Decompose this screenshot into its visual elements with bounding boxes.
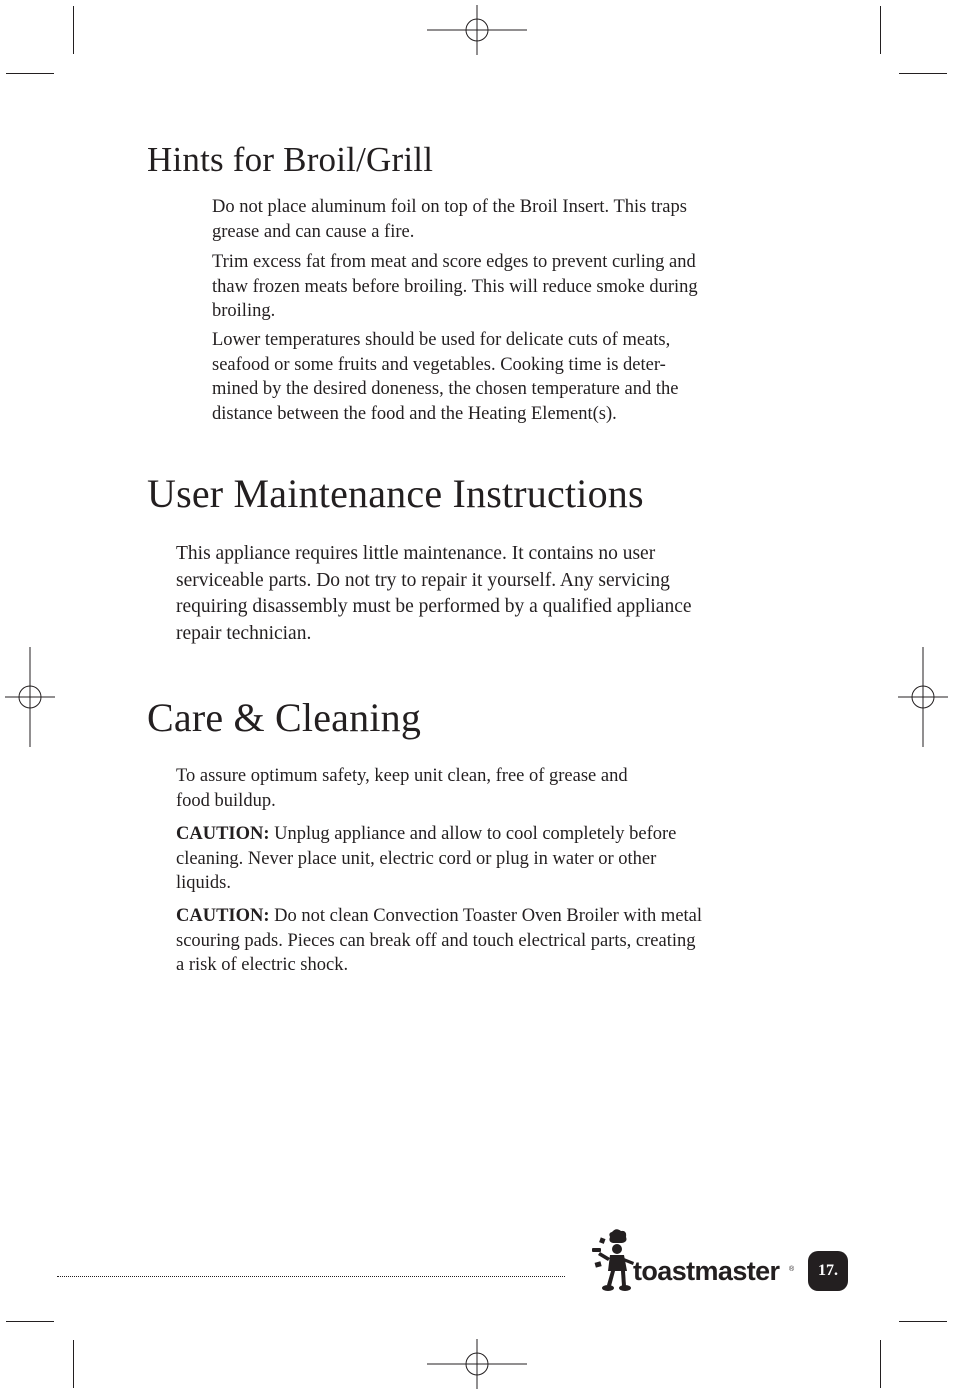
text-line: Do not place aluminum foil on top of the Broil Insert. This traps <box>212 197 687 217</box>
text-line: To assure optimum safety, keep unit clean, free of grease and <box>176 766 628 786</box>
toastmaster-logo: toastmaster <box>633 1256 780 1286</box>
text-line: serviceable parts. Do not try to repair it yourself. Any servicing <box>176 569 670 591</box>
registered-mark: ® <box>789 1266 795 1273</box>
text-line: Do not clean Convection Toaster Oven Broiler with metal <box>269 906 703 926</box>
maintenance-heading: User Maintenance Instructions <box>147 471 644 516</box>
caution-label: CAUTION: <box>176 824 270 844</box>
registration-mark-bottom <box>427 1339 527 1389</box>
text-line: food buildup. <box>176 790 276 811</box>
broil-grill-heading: Hints for Broil/Grill <box>147 140 434 179</box>
text-line: repair technician. <box>176 622 312 644</box>
registration-mark-top <box>427 5 527 55</box>
footer-dotted-rule <box>57 1276 565 1277</box>
care-cleaning-heading: Care & Cleaning <box>147 695 422 740</box>
page-number: 17. <box>818 1262 838 1279</box>
text-line: Lower temperatures should be used for delicate cuts of meats, <box>212 330 671 350</box>
text-line: grease and can cause a fire. <box>212 221 415 242</box>
caution-scouring-pads <box>176 904 702 978</box>
text-line: scouring pads. Pieces can break off and touch electrical parts, creating <box>176 930 696 951</box>
text-line: broiling. <box>212 301 276 321</box>
text-line: liquids. <box>176 873 231 893</box>
maintenance-paragraph <box>176 541 692 647</box>
text-line: seafood or some fruits and vegetables. Cooking time is deter- <box>212 354 666 375</box>
text-line: mined by the desired doneness, the chosen temperature and the <box>212 379 679 399</box>
text-line: a risk of electric shock. <box>176 955 349 975</box>
registration-mark-right <box>898 647 948 747</box>
broil-hint-trim-fat <box>212 250 698 324</box>
text-line: distance between the food and the Heating Element(s). <box>212 403 617 424</box>
care-intro <box>176 764 628 813</box>
broil-hint-foil <box>212 195 687 244</box>
text-line: This appliance requires little maintenance. It contains no user <box>176 543 656 564</box>
registration-mark-left <box>5 647 55 747</box>
text-line: requiring disassembly must be performed by a qualified appliance <box>176 596 692 617</box>
text-line: cleaning. Never place unit, electric cord or plug in water or other <box>176 848 657 869</box>
text-line: Unplug appliance and allow to cool completely before <box>269 824 677 844</box>
caution-unplug <box>176 822 676 896</box>
broil-hint-temperatures <box>212 328 678 426</box>
page-number-badge <box>808 1251 848 1291</box>
text-line: Trim excess fat from meat and score edges to prevent curling and <box>212 252 696 272</box>
caution-label: CAUTION: <box>176 906 270 926</box>
text-line: thaw frozen meats before broiling. This will reduce smoke during <box>212 276 698 297</box>
